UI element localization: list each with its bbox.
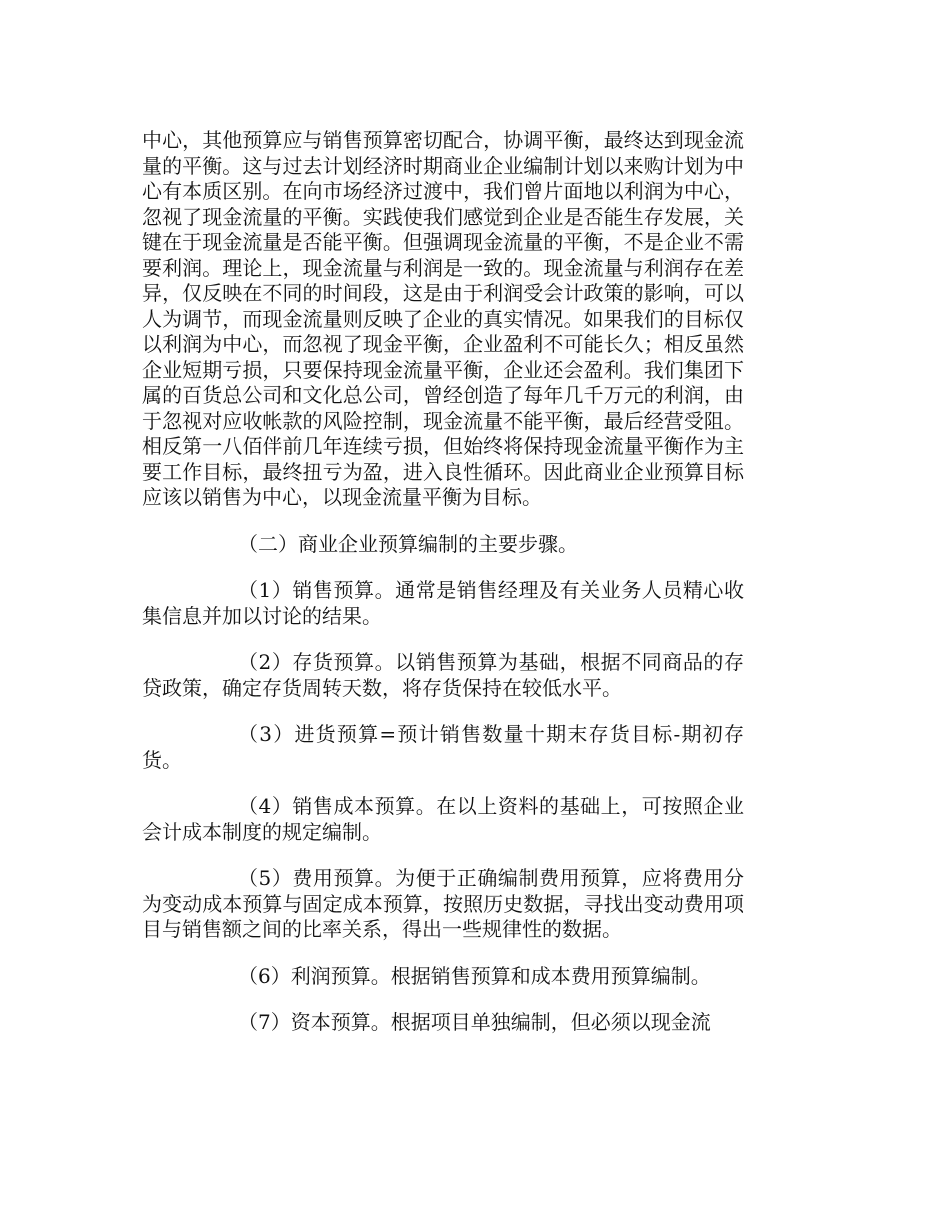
body-paragraph-cash-flow: 中心，其他预算应与销售预算密切配合，协调平衡，最终达到现金流量的平衡。这与过去计划经济时期商业企业编制计划以来购计划为中心有本质区别。在向市场经济过渡中，我们曾片面地以利润为中心，忽视了现金流量的平衡。实践使我们感觉到企业是否能生存发展，关键在于现金流量是否能平衡。但强调现金流量的平衡，不是企业不需要利润。理论上，现金流量与利润是一致的。现金流量与利润存在差异，仅反映在不同的时间段，这是由于利润受会计政策的影响，可以人为调节，而现金流量则反映了企业的真实情况。如果我们的目标仅以利润为中心，而忽视了现金平衡，企业盈利不可能长久；相反虽然企业短期亏损，只要保持现金流量平衡，企业还会盈利。我们集团下属的百货总公司和文化总公司，曾经创造了每年几千万元的利润，由于忽视对应收帐款的风险控制，现金流量不能平衡，最后经营受阻。相反第一八佰伴前几年连续亏损，但始终将保持现金流量平衡作为主要工作目标，最终扭亏为盈，进入良性循环。因此商业企业预算目标应该以销售为中心，以现金流量平衡为目标。 bbox=[142, 128, 744, 509]
step-cost-of-sales-budget: （4）销售成本预算。在以上资料的基础上，可按照企业会计成本制度的规定编制。 bbox=[142, 794, 744, 844]
section-heading-budget-steps: （二）商业企业预算编制的主要步骤。 bbox=[238, 531, 578, 556]
step-inventory-budget: （2）存货预算。以销售预算为基础，根据不同商品的存贷政策，确定存货周转天数，将存货保持在较低水平。 bbox=[142, 650, 744, 700]
step-profit-budget: （6）利润预算。根据销售预算和成本费用预算编制。 bbox=[238, 963, 711, 988]
step-expense-budget: （5）费用预算。为便于正确编制费用预算，应将费用分为变动成本预算与固定成本预算，按照历史数据，寻找出变动费用项目与销售额之间的比率关系，得出一些规律性的数据。 bbox=[142, 866, 744, 941]
document-page bbox=[142, 128, 744, 1057]
step-sales-budget: （1）销售预算。通常是销售经理及有关业务人员精心收集信息并加以讨论的结果。 bbox=[142, 578, 744, 628]
step-purchase-budget: （3）进货预算=预计销售数量十期末存货目标-期初存货。 bbox=[142, 722, 744, 772]
step-capital-budget: （7）资本预算。根据项目单独编制，但必须以现金流 bbox=[238, 1010, 711, 1034]
